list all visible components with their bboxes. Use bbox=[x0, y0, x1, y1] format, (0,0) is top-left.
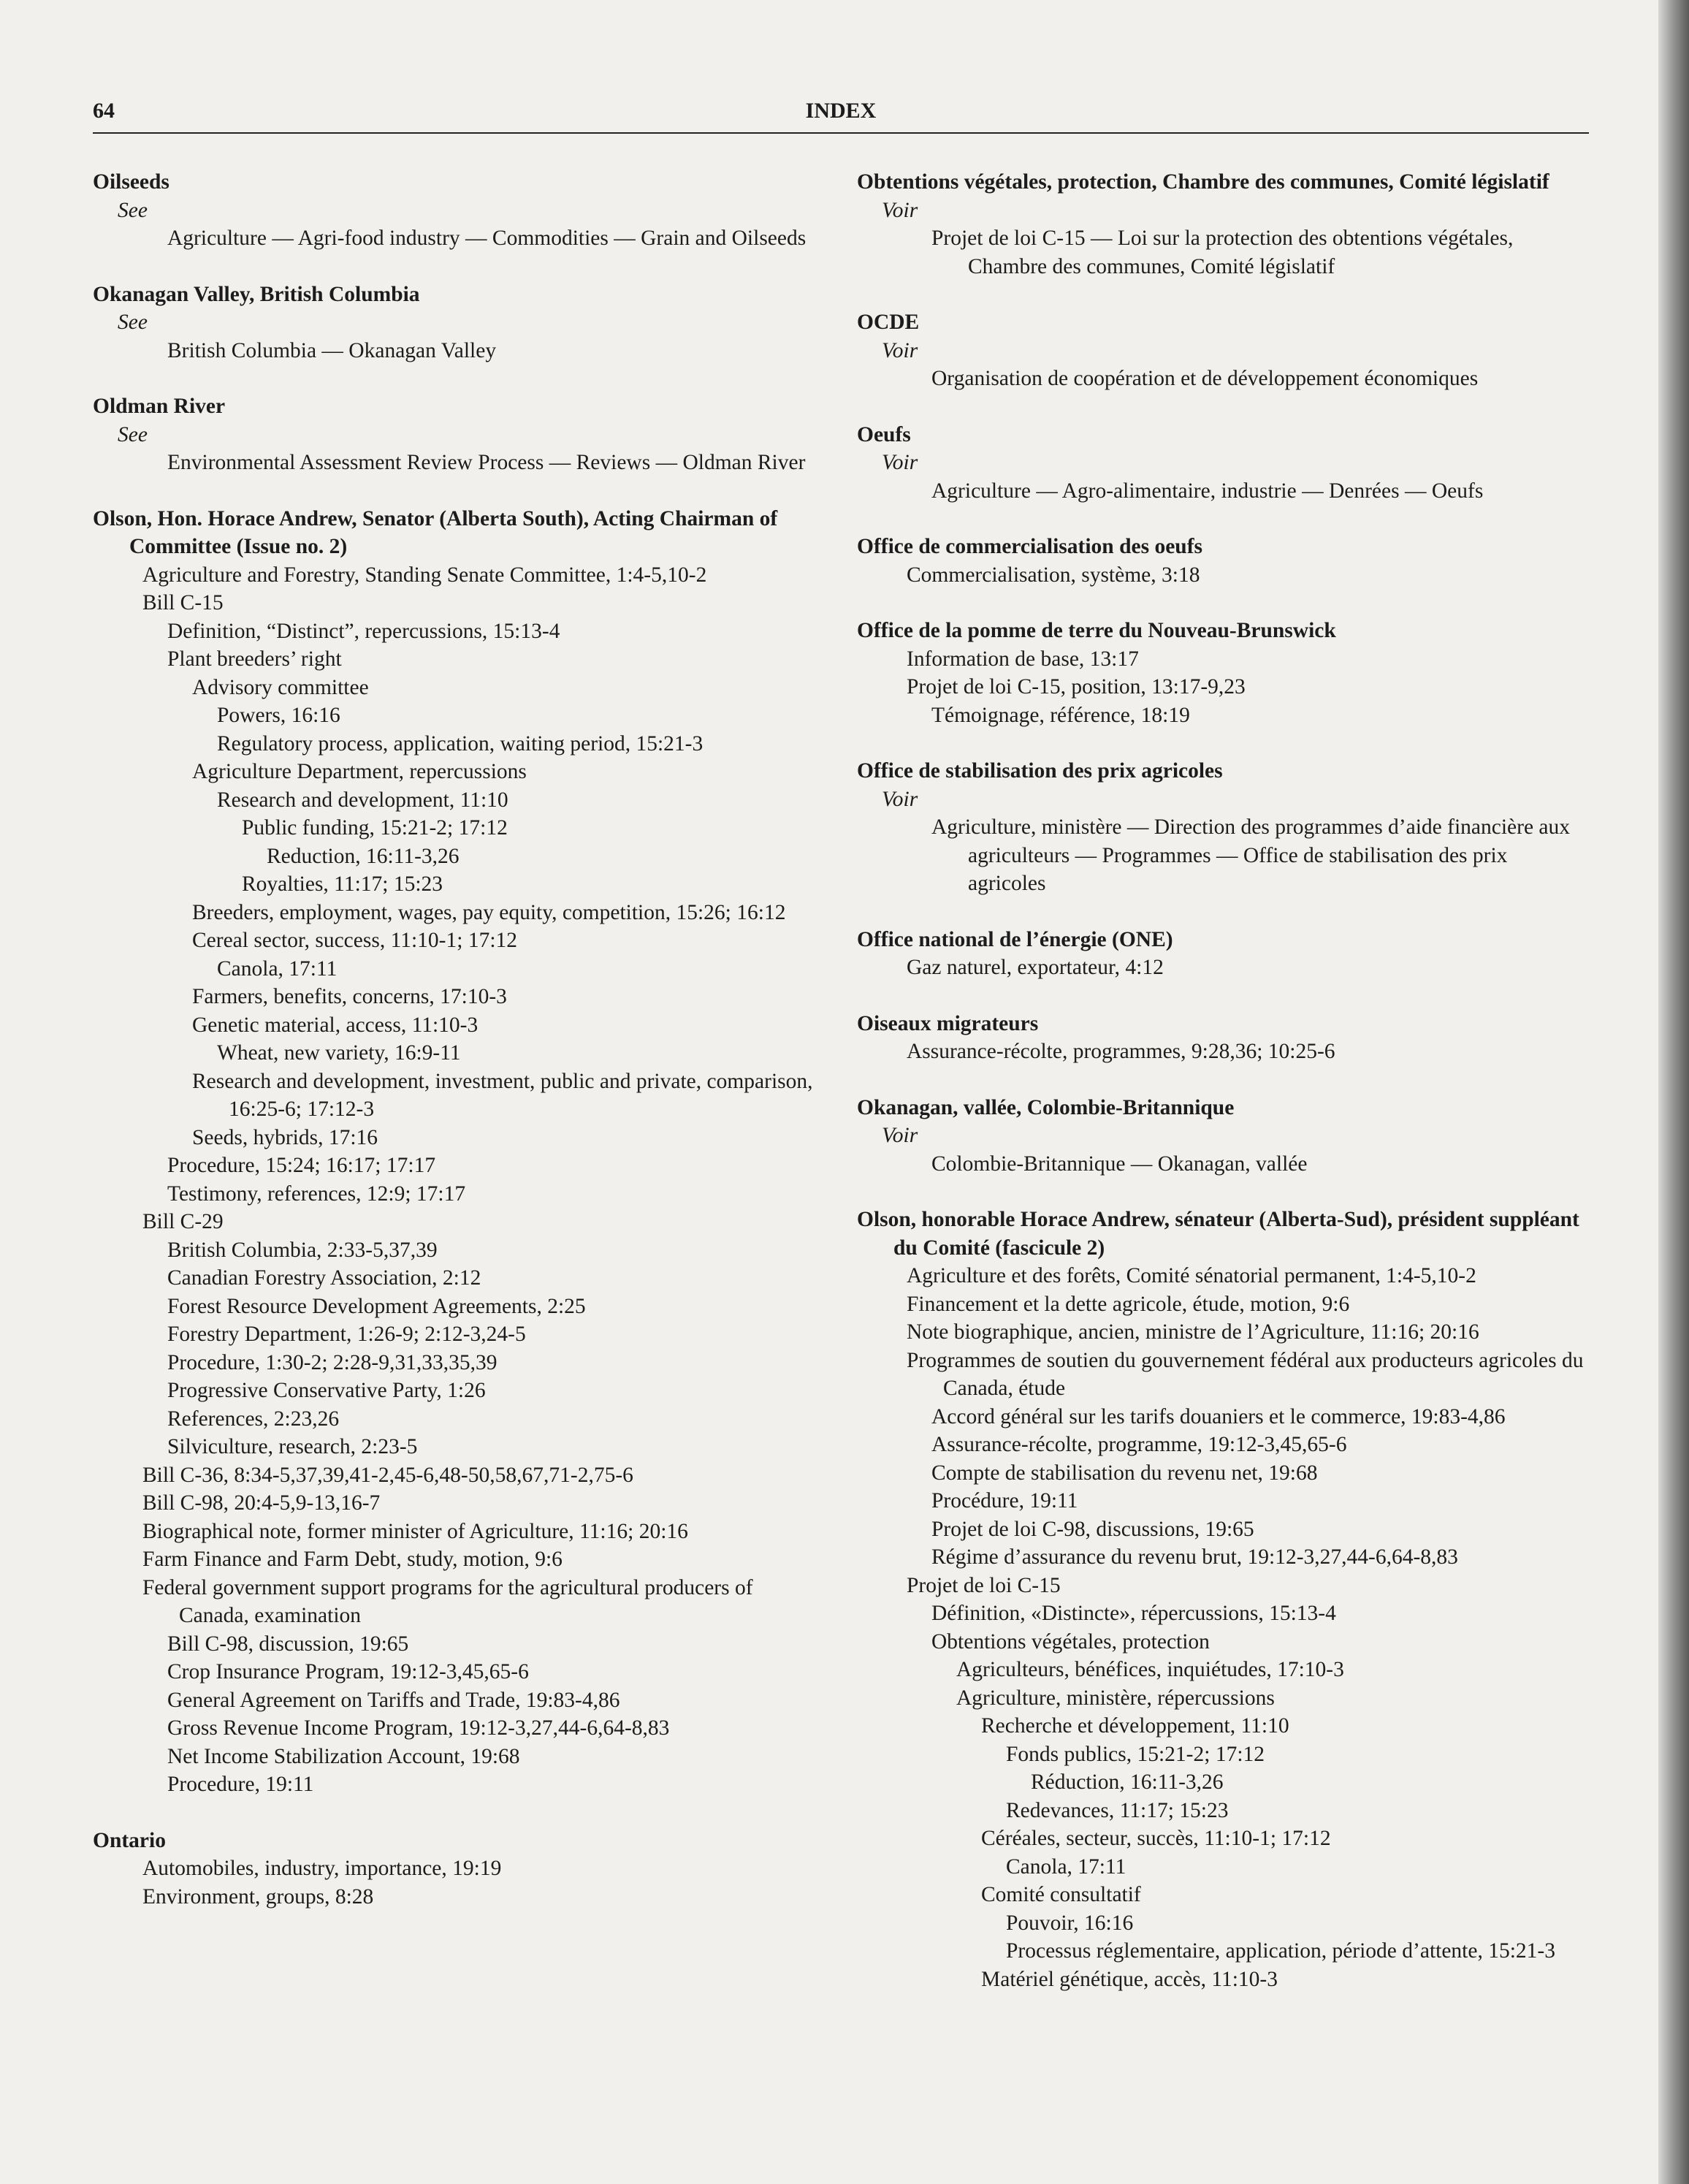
entry-subline: Fonds publics, 15:21-2; 17:12 bbox=[1006, 1742, 1265, 1766]
entry-subline: Plant breeders’ right bbox=[167, 647, 342, 671]
entry-heading: Ontario bbox=[93, 1828, 166, 1852]
left-index-column bbox=[93, 168, 826, 1911]
entry-subline: Cereal sector, success, 11:10-1; 17:12 bbox=[192, 929, 518, 952]
entry-subline: Céréales, secteur, succès, 11:10-1; 17:12 bbox=[981, 1827, 1331, 1850]
see-reference-label: Voir bbox=[882, 451, 918, 474]
entry-subline: Forestry Department, 1:26-9; 2:12-3,24-5 bbox=[167, 1323, 526, 1346]
entry-heading: Okanagan, vallée, Colombie-Britannique bbox=[857, 1095, 1235, 1119]
entry-subline: Definition, “Distinct”, repercussions, 15:13-4 bbox=[167, 619, 560, 643]
entry-subline: References, 2:23,26 bbox=[167, 1407, 340, 1431]
entry-subline: Pouvoir, 16:16 bbox=[1006, 1911, 1134, 1935]
entry-subline: Automobiles, industry, importance, 19:19 bbox=[142, 1857, 502, 1880]
index-entry bbox=[93, 392, 826, 477]
see-reference-label: Voir bbox=[882, 1124, 918, 1147]
entry-subline: Assurance-récolte, programmes, 9:28,36; 10:25-6 bbox=[907, 1040, 1335, 1063]
index-entry bbox=[857, 1094, 1589, 1179]
entry-subline: Bill C-98, 20:4-5,9-13,16-7 bbox=[142, 1491, 381, 1515]
entry-subline: Agriculture and Forestry, Standing Senate Committee, 1:4-5,10-2 bbox=[142, 563, 707, 587]
page-number: 64 bbox=[93, 99, 115, 123]
page-header bbox=[93, 99, 1589, 134]
index-entry bbox=[93, 1827, 826, 1911]
entry-heading: Oilseeds bbox=[93, 170, 169, 194]
see-reference-label: See bbox=[118, 422, 148, 446]
entry-subline: Information de base, 13:17 bbox=[907, 647, 1139, 671]
entry-heading: Office de stabilisation des prix agricoles bbox=[857, 759, 1223, 783]
entry-subline: Reduction, 16:11-3,26 bbox=[267, 844, 460, 868]
see-reference-label: Voir bbox=[882, 198, 918, 222]
entry-subline: Assurance-récolte, programme, 19:12-3,45,65-6 bbox=[931, 1433, 1347, 1456]
entry-heading: Oldman River bbox=[93, 395, 226, 418]
entry-subline: Powers, 16:16 bbox=[217, 704, 340, 727]
entry-subline: Bill C-15 bbox=[142, 591, 224, 615]
entry-subline: Canola, 17:11 bbox=[217, 956, 338, 981]
entry-heading: OCDE bbox=[857, 311, 920, 334]
entry-subline: Accord général sur les tarifs douaniers et le commerce, 19:83-4,86 bbox=[931, 1404, 1506, 1428]
page-title: INDEX bbox=[805, 99, 877, 123]
entry-subline: Progressive Conservative Party, 1:26 bbox=[167, 1379, 486, 1402]
entry-subline: Témoignage, référence, 18:19 bbox=[931, 703, 1190, 727]
index-entry bbox=[857, 421, 1589, 506]
entry-subline: Testimony, references, 12:9; 17:17 bbox=[167, 1182, 466, 1206]
entry-heading: Oiseaux migrateurs bbox=[857, 1011, 1039, 1035]
entry-subline: Gross Revenue Income Program, 19:12-3,27,44-6,64-8,83 bbox=[167, 1716, 670, 1740]
entry-subline: Matériel génétique, accès, 11:10-3 bbox=[981, 1967, 1278, 1991]
entry-heading: Office de la pomme de terre du Nouveau-Brunswick bbox=[857, 619, 1336, 642]
entry-heading: Office de commercialisation des oeufs bbox=[857, 535, 1202, 558]
entry-subline: Procedure, 15:24; 16:17; 17:17 bbox=[167, 1154, 436, 1177]
entry-subline: Compte de stabilisation du revenu net, 19:68 bbox=[931, 1461, 1318, 1485]
index-entry bbox=[93, 281, 826, 365]
entry-subline: Environmental Assessment Review Process — Reviews — Oldman River bbox=[167, 451, 806, 474]
entry-subline: British Columbia, 2:33-5,37,39 bbox=[167, 1238, 438, 1262]
entry-subline: Agriculteurs, bénéfices, inquiétudes, 17:10-3 bbox=[956, 1658, 1344, 1681]
entry-subline: Genetic material, access, 11:10-3 bbox=[192, 1013, 479, 1037]
entry-subline: Agriculture et des forêts, Comité sénatorial permanent, 1:4-5,10-2 bbox=[907, 1264, 1476, 1287]
entry-subline: Définition, «Distincte», répercussions, 15:13-4 bbox=[931, 1602, 1336, 1625]
entry-subline: Seeds, hybrids, 17:16 bbox=[192, 1125, 378, 1149]
entry-subline: Procedure, 19:11 bbox=[167, 1773, 314, 1796]
entry-heading: Okanagan Valley, British Columbia bbox=[93, 282, 420, 306]
entry-subline: Programmes de soutien du gouvernement fédéral aux producteurs agricoles du Canada, étude bbox=[907, 1348, 1584, 1400]
entry-heading: Obtentions végétales, protection, Chambre des communes, Comité législatif bbox=[857, 170, 1549, 194]
entry-subline: Projet de loi C-98, discussions, 19:65 bbox=[931, 1517, 1254, 1541]
scan-shadow-edge bbox=[1658, 0, 1689, 2184]
see-reference-label: Voir bbox=[882, 338, 918, 362]
entry-subline: Wheat, new variety, 16:9-11 bbox=[217, 1041, 461, 1065]
entry-subline: General Agreement on Tariffs and Trade, 19:83-4,86 bbox=[167, 1688, 620, 1712]
entry-heading: Oeufs bbox=[857, 422, 911, 446]
index-entry bbox=[857, 1010, 1589, 1066]
entry-subline: Colombie-Britannique — Okanagan, vallée bbox=[931, 1152, 1308, 1176]
entry-subline: Farmers, benefits, concerns, 17:10-3 bbox=[192, 985, 507, 1008]
entry-subline: Agriculture Department, repercussions bbox=[192, 760, 527, 783]
entry-subline: Public funding, 15:21-2; 17:12 bbox=[242, 816, 508, 840]
entry-subline: Net Income Stabilization Account, 19:68 bbox=[167, 1744, 520, 1768]
entry-subline: Forest Resource Development Agreements, 2:25 bbox=[167, 1294, 586, 1318]
index-entry bbox=[93, 168, 826, 253]
entry-subline: Biographical note, former minister of Agriculture, 11:16; 20:16 bbox=[142, 1519, 688, 1543]
entry-subline: Royalties, 11:17; 15:23 bbox=[242, 872, 443, 896]
entry-heading: Olson, Hon. Horace Andrew, Senator (Alberta South), Acting Chairman of Committee (Issue no. 2) bbox=[93, 506, 778, 558]
entry-subline: Régime d’assurance du revenu brut, 19:12-3,27,44-6,64-8,83 bbox=[931, 1545, 1458, 1569]
entry-subline: Gaz naturel, exportateur, 4:12 bbox=[907, 956, 1164, 979]
entry-subline: Regulatory process, application, waiting period, 15:21-3 bbox=[217, 731, 704, 756]
see-reference-label: See bbox=[118, 198, 148, 222]
entry-subline: Projet de loi C-15, position, 13:17-9,23 bbox=[907, 675, 1246, 699]
entry-subline: Breeders, employment, wages, pay equity, competition, 15:26; 16:12 bbox=[192, 900, 786, 924]
entry-subline: Research and development, investment, public and private, comparison, 16:25-6; 17:12-3 bbox=[192, 1069, 813, 1121]
entry-subline: British Columbia — Okanagan Valley bbox=[167, 338, 497, 362]
entry-subline: Organisation de coopération et de développement économiques bbox=[931, 367, 1479, 390]
right-index-column bbox=[857, 168, 1589, 1993]
entry-subline: Bill C-29 bbox=[142, 1210, 224, 1233]
entry-subline: Environment, groups, 8:28 bbox=[142, 1884, 374, 1909]
entry-subline: Agriculture — Agro-alimentaire, industrie — Denrées — Oeufs bbox=[931, 479, 1484, 503]
see-reference-label: Voir bbox=[882, 787, 918, 811]
index-entry bbox=[857, 533, 1589, 589]
entry-subline: Processus réglementaire, application, période d’attente, 15:21-3 bbox=[1006, 1939, 1555, 1963]
entry-subline: Financement et la dette agricole, étude, motion, 9:6 bbox=[907, 1292, 1350, 1316]
entry-subline: Agriculture, ministère — Direction des programmes d’aide financière aux agriculteurs — Programmes — Office de stabilisation des prix agricoles bbox=[931, 815, 1571, 895]
entry-subline: Projet de loi C-15 — Loi sur la protection des obtentions végétales, Chambre des communes, Comité législatif bbox=[931, 227, 1514, 278]
entry-subline: Advisory committee bbox=[192, 675, 369, 699]
index-entry bbox=[857, 617, 1589, 729]
entry-subline: Réduction, 16:11-3,26 bbox=[1031, 1770, 1224, 1794]
index-entry bbox=[857, 757, 1589, 898]
entry-subline: Agriculture, ministère, répercussions bbox=[956, 1686, 1275, 1710]
entry-subline: Recherche et développement, 11:10 bbox=[981, 1714, 1289, 1738]
index-entry bbox=[857, 308, 1589, 393]
index-entry bbox=[857, 168, 1589, 281]
see-reference-label: See bbox=[118, 311, 148, 334]
entry-subline: Silviculture, research, 2:23-5 bbox=[167, 1435, 418, 1458]
entry-subline: Research and development, 11:10 bbox=[217, 788, 508, 812]
entry-subline: Procedure, 1:30-2; 2:28-9,31,33,35,39 bbox=[167, 1350, 497, 1374]
index-entry bbox=[857, 1206, 1589, 1993]
entry-subline: Projet de loi C-15 bbox=[907, 1573, 1061, 1597]
entry-subline: Procédure, 19:11 bbox=[931, 1489, 1078, 1513]
entry-subline: Obtentions végétales, protection bbox=[931, 1629, 1210, 1654]
entry-subline: Bill C-98, discussion, 19:65 bbox=[167, 1632, 409, 1656]
entry-subline: Agriculture — Agri-food industry — Commodities — Grain and Oilseeds bbox=[167, 227, 807, 250]
entry-subline: Note biographique, ancien, ministre de l’Agriculture, 11:16; 20:16 bbox=[907, 1320, 1479, 1344]
entry-heading: Office national de l’énergie (ONE) bbox=[857, 927, 1173, 951]
entry-subline: Bill C-36, 8:34-5,37,39,41-2,45-6,48-50,58,67,71-2,75-6 bbox=[142, 1463, 633, 1487]
index-entry bbox=[857, 926, 1589, 982]
index-entry bbox=[93, 505, 826, 1799]
entry-subline: Federal government support programs for the agricultural producers of Canada, examination bbox=[142, 1575, 753, 1627]
entry-subline: Commercialisation, système, 3:18 bbox=[907, 563, 1200, 587]
entry-heading: Olson, honorable Horace Andrew, sénateur (Alberta-Sud), président suppléant du Comité (fascicule 2) bbox=[857, 1208, 1579, 1260]
entry-subline: Canadian Forestry Association, 2:12 bbox=[167, 1266, 481, 1290]
entry-subline: Canola, 17:11 bbox=[1006, 1854, 1126, 1879]
entry-subline: Comité consultatif bbox=[981, 1883, 1141, 1906]
entry-subline: Redevances, 11:17; 15:23 bbox=[1006, 1798, 1229, 1822]
entry-subline: Farm Finance and Farm Debt, study, motion, 9:6 bbox=[142, 1548, 563, 1571]
entry-subline: Crop Insurance Program, 19:12-3,45,65-6 bbox=[167, 1660, 529, 1683]
